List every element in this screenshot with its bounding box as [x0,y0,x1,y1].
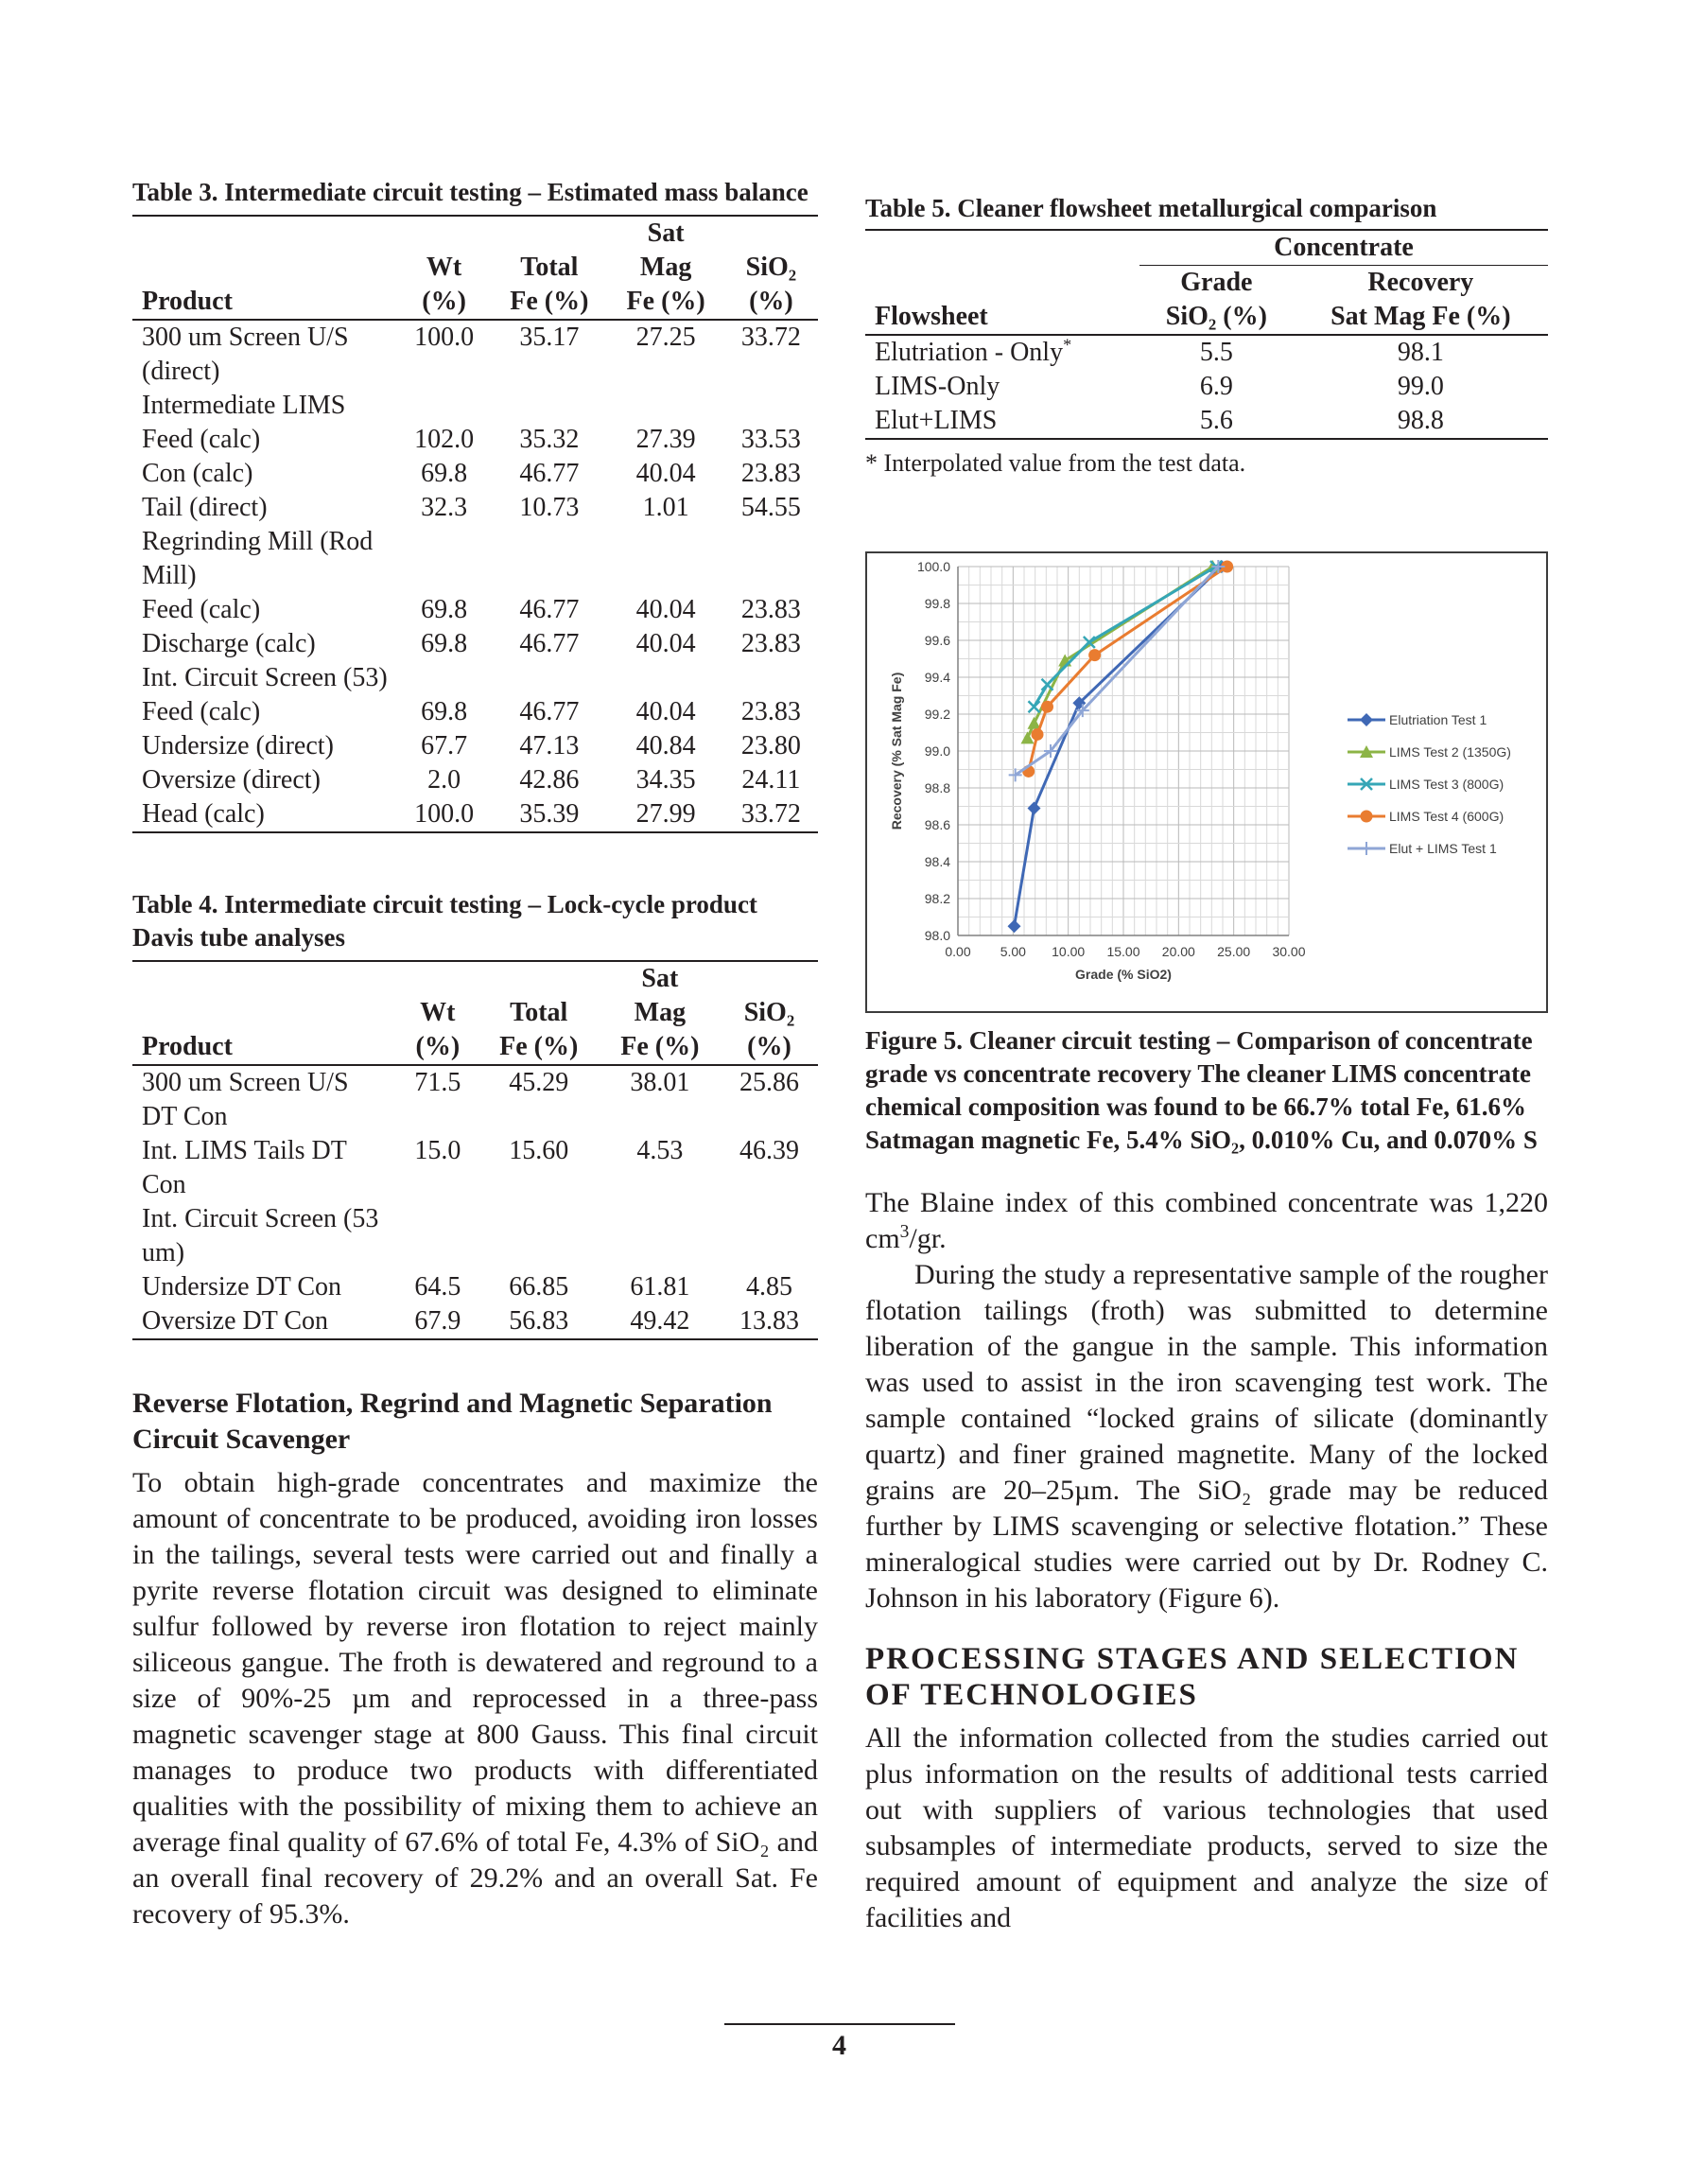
table4-value-cell: 46.39 [739,1136,799,1165]
y-tick-label: 99.6 [924,633,950,648]
table3-row [132,389,818,423]
table3-product-cell: Feed (calc) [142,595,261,624]
table4-value-cell [397,1202,478,1270]
legend-label: LIMS Test 2 (1350G) [1389,744,1511,760]
table4-product-cell: Undersize DT Con [142,1272,341,1302]
x-tick-label: 0.00 [945,944,971,959]
section-heading: PROCESSING STAGES AND SELECTION OF TECHNOLOGIES [865,1642,1520,1712]
x-tick-label: 5.00 [1000,944,1026,959]
table4-value-cell: 15.0 [414,1136,461,1165]
table3-value-cell: 102.0 [414,425,475,454]
table4-row [132,1065,818,1134]
figure5-caption: Figure 5. Cleaner circuit testing – Comparison of concentrate grade vs concentrate recovery The cleaner LIMS concentrate chemical composition was found to be 66.7% total Fe, 61.6% Satmagan magnetic Fe, 5.4% SiO₂, 0.010% Cu, and 0.070% S [865,1026,1538,1154]
table3-product-cell: Con (calc) [142,459,253,488]
table4-value-cell: 45.29 [509,1068,569,1097]
table5-group-header: Concentrate [1139,230,1548,266]
left-section-heading: Reverse Flotation, Regrind and Magnetic Separation Circuit Scavenger [132,1388,773,1455]
table3-value-cell: 33.72 [740,799,801,829]
series-line [1015,567,1222,926]
table3-value-cell [724,389,818,423]
data-point [1042,679,1053,690]
recovery-vs-grade-chart [867,553,1546,1011]
y-tick-label: 98.4 [924,854,950,869]
table3-row [132,661,818,695]
table4-row [132,1202,818,1270]
y-tick-label: 99.2 [924,707,950,722]
table3-value-cell: 2.0 [427,765,461,795]
y-axis-label: Recovery (% Sat Mag Fe) [889,672,904,830]
table4-header-total-fe: Total Fe (%) [478,961,600,1065]
table3-value-cell [397,525,491,593]
table3-value-cell [491,525,607,593]
blaine-paragraph: The Blaine index of this combined concentrate was 1,220 $cm^3/gr$. [865,1187,1548,1254]
x-tick-label: 20.00 [1161,944,1195,959]
table3-value-cell: 23.83 [740,629,801,658]
table4-header-wt: Wt (%) [397,961,478,1065]
page-number: 4 [832,2030,846,2061]
table3-value-cell: 1.01 [642,493,689,522]
table4-value-cell: 66.85 [509,1272,569,1302]
series-line [1035,567,1217,707]
data-point [1029,701,1040,712]
table3-header-wt: Wt (%) [397,216,491,320]
table3-row [132,593,818,627]
table4-value-cell [721,1202,818,1270]
data-point [1041,701,1053,713]
table4-value-cell: 67.9 [414,1306,461,1336]
table5-recovery-cell: 99.0 [1397,372,1444,401]
legend-label: LIMS Test 4 (600G) [1389,809,1504,824]
table3-value-cell [607,661,723,695]
table4-value-cell: 49.42 [630,1306,690,1336]
table3-product-cell: Regrinding Mill (Rod Mill) [142,527,374,590]
x-tick-label: 30.00 [1272,944,1306,959]
table3-value-cell: 23.83 [740,595,801,624]
table3-value-cell: 33.72 [740,323,801,352]
left-column [132,176,818,1932]
table4-product-cell: Oversize DT Con [142,1306,328,1336]
table3-value-cell: 27.39 [635,425,696,454]
table3-row [132,525,818,593]
table3-row [132,457,818,491]
table3-value-cell: 23.83 [740,459,801,488]
table3-value-cell: 35.32 [519,425,580,454]
table5-recovery-cell: 98.8 [1397,406,1444,435]
table4-value-cell: 38.01 [630,1068,690,1097]
data-point [1088,649,1101,661]
table3-value-cell: 33.53 [740,425,801,454]
table3-product-cell: Oversize (direct) [142,765,321,795]
table3-value-cell: 40.04 [635,595,696,624]
table5-flowsheet-cell: Elut+LIMS [875,406,998,435]
table3-value-cell: 67.7 [421,731,468,760]
right-column [865,192,1548,478]
table3-value-cell: 40.04 [635,459,696,488]
table5-header-row [865,266,1548,336]
figure5-chart [865,551,1548,1013]
page-number-rule [724,2023,955,2025]
table3-header-row [132,216,818,320]
table3-value-cell [607,525,723,593]
table4-value-cell: 25.86 [739,1068,799,1097]
table4-header-product: Product [132,961,397,1065]
table4 [132,960,818,1340]
table3-value-cell: 23.83 [740,697,801,726]
table3-value-cell: 40.84 [635,731,696,760]
table4-row [132,1270,818,1304]
table3-value-cell: 69.8 [421,459,468,488]
table3-row [132,423,818,457]
table3-row [132,320,818,389]
table3-product-cell: Intermediate LIMS [142,391,346,420]
study-paragraph: During the study a representative sample of the rougher flotation tailings (froth) was submitted to determine liberation of the gangue in the sample. This information was used to assist in the iron scavenging test work. The sample contained “locked grains of silicate (dominantly quartz) and finer grained magnetite. Many of the locked grains are 20–25µm. The SiO₂ grade may be reduced further by LIMS scavenging or selective flotation.” These mineralogical studies were carried out by Dr. Rodney C. Johnson in his laboratory (Figure 6). [865,1259,1548,1614]
table4-row [132,1304,818,1339]
legend-marker [1360,713,1373,726]
table5-header-grade: Grade SiO₂ (%) [1139,266,1294,336]
table4-value-cell: 61.81 [630,1272,690,1302]
table3-product-cell: Head (calc) [142,799,265,829]
table3-value-cell [724,661,818,695]
table5 [865,229,1548,440]
table3-product-cell: Int. Circuit Screen (53) [142,663,388,692]
table5-flowsheet-cell: LIMS-Only [875,372,1000,401]
y-tick-label: 100.0 [916,559,950,574]
table3-value-cell: 69.8 [421,697,468,726]
right-column-lower [865,1024,1548,1936]
table3-value-cell: 100.0 [414,323,475,352]
table3-product-cell: Feed (calc) [142,697,261,726]
series-line [1028,567,1213,738]
table4-value-cell: 71.5 [414,1068,461,1097]
table4-value-cell: 4.53 [636,1136,684,1165]
table3-value-cell: 46.77 [519,595,580,624]
table3-value-cell [607,389,723,423]
legend-label: LIMS Test 3 (800G) [1389,777,1504,792]
table3-row [132,491,818,525]
table3-row [132,695,818,729]
table5-caption: Table 5. Cleaner flowsheet metallurgical comparison [865,194,1437,222]
table3-product-cell: Tail (direct) [142,493,268,522]
table5-grade-cell: 6.9 [1199,372,1233,401]
table4-value-cell: 15.60 [509,1136,569,1165]
data-point [1008,919,1021,933]
legend-label: Elutriation Test 1 [1389,712,1487,727]
table3-product-cell: Feed (calc) [142,425,261,454]
data-point [1032,728,1044,741]
table3-value-cell: 27.99 [635,799,696,829]
table4-product-cell: Int. LIMS Tails DT Con [142,1136,347,1199]
table5-header-recovery: Recovery Sat Mag Fe (%) [1294,266,1548,336]
table3-value-cell: 40.04 [635,697,696,726]
table3-caption: Table 3. Intermediate circuit testing – Estimated mass balance [132,178,809,206]
table3-product-cell: 300 um Screen U/S (direct) [142,323,349,386]
table3-value-cell: 54.55 [740,493,801,522]
y-tick-label: 99.4 [924,670,950,685]
table4-value-cell: 13.83 [739,1306,799,1336]
y-tick-label: 99.0 [924,743,950,759]
x-tick-label: 25.00 [1217,944,1251,959]
table3-value-cell: 34.35 [635,765,696,795]
table5-grade-cell: 5.6 [1199,406,1233,435]
table3-value-cell [724,525,818,593]
table5-row [865,404,1548,439]
table3-value-cell: 35.17 [519,323,580,352]
table5-recovery-cell: 98.1 [1397,338,1444,367]
table4-value-cell: 64.5 [414,1272,461,1302]
table3-value-cell [491,389,607,423]
y-tick-label: 98.8 [924,780,950,795]
table4-value-cell: 56.83 [509,1306,569,1336]
table4-product-cell: 300 um Screen U/S DT Con [142,1068,349,1131]
table3-value-cell: 46.77 [519,459,580,488]
table4-header-sat-mag-fe: Sat Mag Fe (%) [600,961,721,1065]
table3-value-cell: 69.8 [421,595,468,624]
legend-label: Elut + LIMS Test 1 [1389,841,1497,856]
legend-marker [1361,811,1373,823]
table3-value-cell: 27.25 [635,323,696,352]
table3-value-cell [397,389,491,423]
table3-header-total-fe: Total Fe (%) [491,216,607,320]
table3-row [132,763,818,797]
table3-value-cell: 10.73 [519,493,580,522]
table3-value-cell: 100.0 [414,799,475,829]
table3-value-cell: 35.39 [519,799,580,829]
table4-header-sio2: SiO₂ (%) [721,961,818,1065]
table3 [132,215,818,833]
table5-row [865,335,1548,370]
table4-value-cell [478,1202,600,1270]
table3-header-sat-mag-fe: Sat Mag Fe (%) [607,216,723,320]
y-tick-label: 98.0 [924,928,950,943]
table4-value-cell: 4.85 [745,1272,792,1302]
table3-row [132,627,818,661]
table3-value-cell: 32.3 [421,493,468,522]
y-tick-label: 99.8 [924,596,950,611]
table3-value-cell: 42.86 [519,765,580,795]
table5-header-flowsheet: Flowsheet [865,266,1139,336]
table5-flowsheet-cell: Elutriation - Only* [875,335,1072,367]
table3-value-cell: 47.13 [519,731,580,760]
table3-value-cell: 46.77 [519,697,580,726]
x-tick-label: 15.00 [1106,944,1140,959]
table4-value-cell [600,1202,721,1270]
table5-footnote: * Interpolated value from the test data. [865,449,1246,477]
legend-marker [1360,842,1373,855]
table5-group-row [865,230,1548,266]
table3-header-product: Product [132,216,397,320]
table3-product-cell: Discharge (calc) [142,629,316,658]
table3-value-cell: 69.8 [421,629,468,658]
processing-paragraph: All the information collected from the studies carried out plus information on the results of additional tests carried out with suppliers of various technologies that used subsamples of intermediate products, served to size the required amount of equipment and analyze the size of facilities and [865,1722,1548,1933]
table3-row [132,797,818,832]
data-point [1028,801,1041,814]
table4-header-row [132,961,818,1065]
left-section-paragraph: To obtain high-grade concentrates and maximize the amount of concentrate to be produced, avoiding iron losses in the tailings, several tests were carried out and finally a pyrite reverse flotation circuit was designed to eliminate sulfur followed by reverse iron flotation to reject mainly siliceous gangue. The froth is dewatered and reground to a size of 90%-25 µm and reprocessed in a three-pass magnetic scavenger stage at 800 Gauss. This final circuit manages to produce two products with differentiated qualities with the possibility of mixing them to achieve an average final quality of 67.6% of total Fe, 4.3% of SiO₂ and an overall final recovery of 29.2% and an overall Sat. Fe recovery of 95.3%. [132,1467,818,1930]
table3-value-cell: 23.80 [740,731,801,760]
table4-row [132,1134,818,1202]
table3-value-cell [491,661,607,695]
table5-row [865,370,1548,404]
table3-value-cell [397,661,491,695]
table3-value-cell: 24.11 [741,765,801,795]
table3-value-cell: 46.77 [519,629,580,658]
table3-product-cell: Undersize (direct) [142,731,334,760]
table4-product-cell: Int. Circuit Screen (53 um) [142,1204,379,1267]
x-axis-label: Grade (% SiO2) [1075,967,1172,982]
y-tick-label: 98.6 [924,817,950,832]
table4-caption: Table 4. Intermediate circuit testing – Lock-cycle product Davis tube analyses [132,890,757,952]
y-tick-label: 98.2 [924,891,950,906]
x-tick-label: 10.00 [1052,944,1086,959]
table3-row [132,729,818,763]
table5-grade-cell: 5.5 [1199,338,1233,367]
table3-value-cell: 40.04 [635,629,696,658]
table3-header-sio2: SiO₂ (%) [724,216,818,320]
